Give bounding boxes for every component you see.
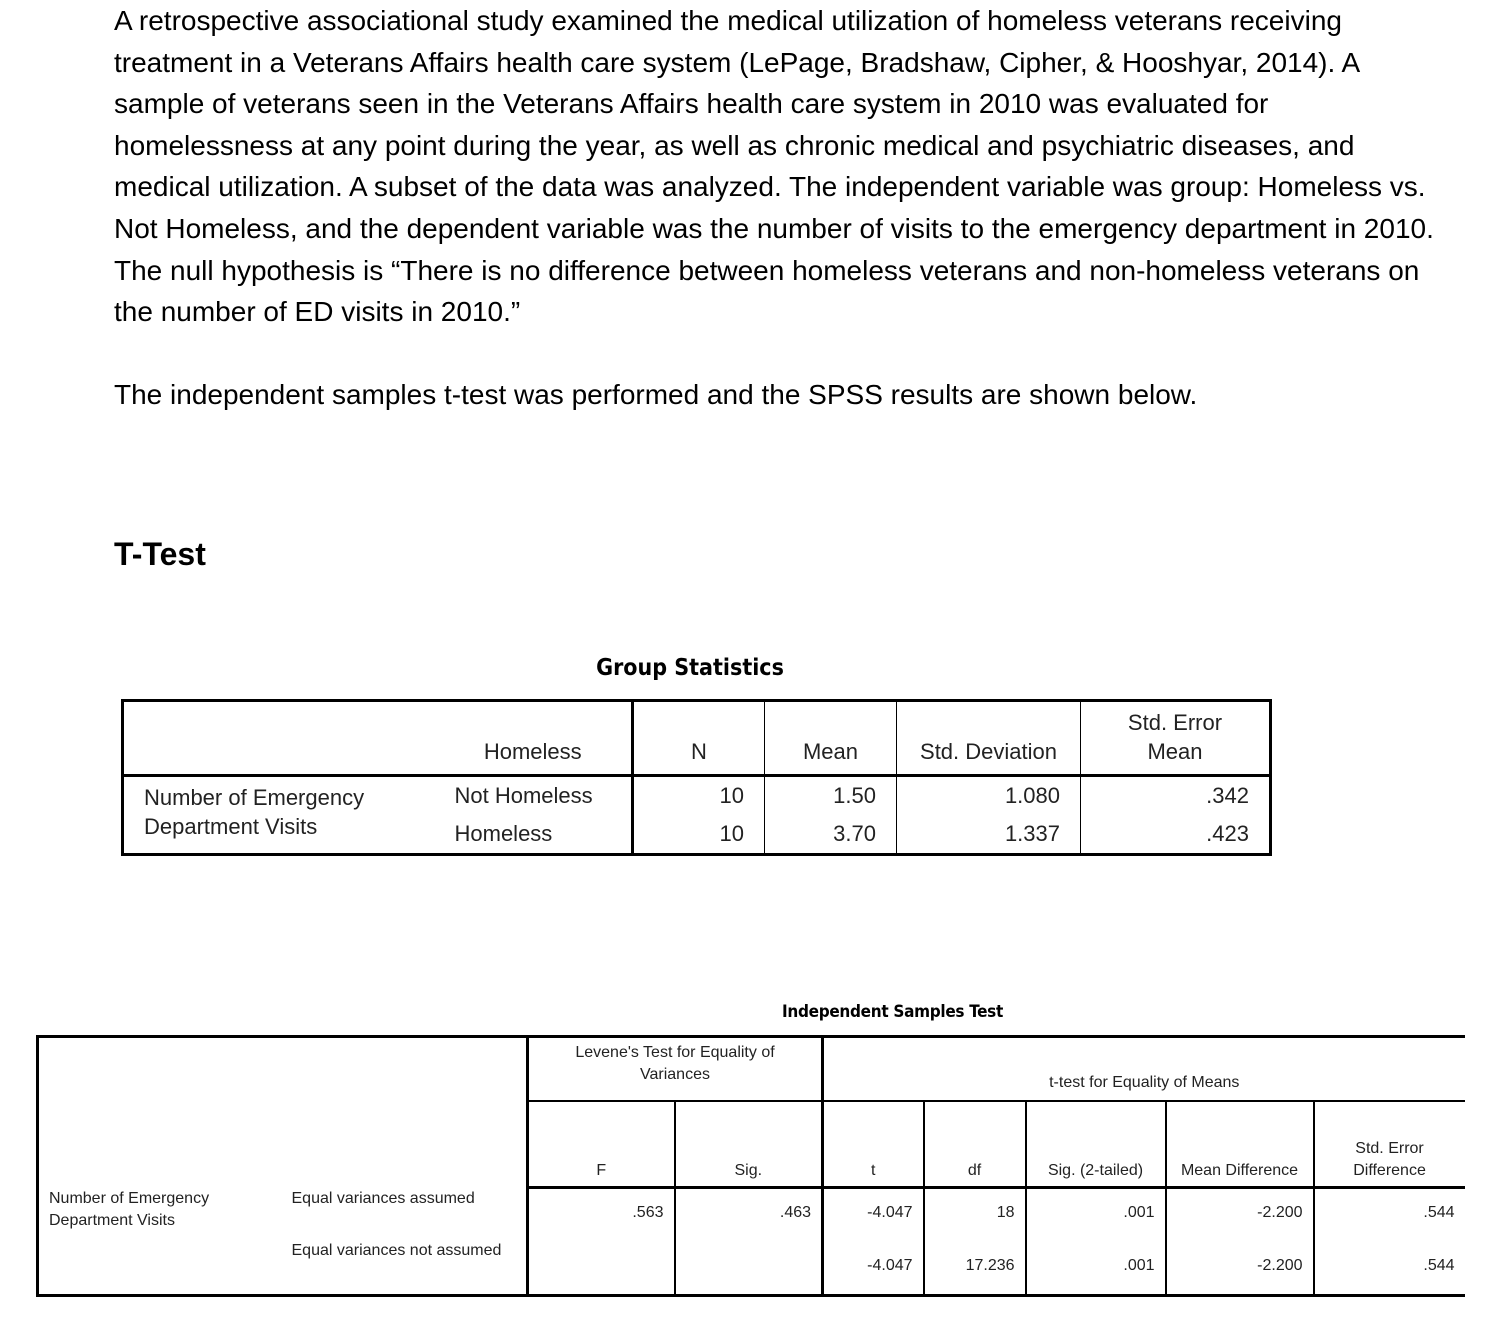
row-label: Equal variances not assumed	[282, 1238, 528, 1296]
mean-difference-value: -2.200	[1166, 1238, 1314, 1296]
sd-value: 1.337	[897, 815, 1081, 855]
sig-value: .463	[675, 1188, 823, 1238]
independent-samples-test-table	[36, 1035, 1465, 1297]
mean-value: 3.70	[765, 815, 897, 855]
df-value: 17.236	[924, 1238, 1026, 1296]
col-sig-2-tailed: Sig. (2-tailed)	[1026, 1101, 1166, 1188]
col-mean-difference: Mean Difference	[1166, 1101, 1314, 1188]
intro-text	[114, 0, 1434, 416]
t-test-heading: T-Test	[114, 536, 206, 572]
table-row	[38, 1188, 1465, 1238]
group-statistics-title: Group Statistics	[596, 655, 784, 681]
header-std-error-mean	[1081, 701, 1271, 776]
std-error-difference-value: .544	[1423, 1204, 1455, 1222]
group-statistics-table	[121, 699, 1272, 856]
n-value: 10	[633, 815, 765, 855]
col-df: df	[924, 1101, 1026, 1188]
sig-2-tailed-value: .001	[1026, 1238, 1166, 1296]
levene-header: Levene's Test for Equality of Variances	[528, 1037, 823, 1102]
mean-value: 1.50	[765, 776, 897, 816]
header-n: N	[633, 701, 765, 776]
sig-value	[675, 1238, 823, 1296]
table-row	[123, 776, 1271, 816]
std-error-difference-value: .544	[1423, 1256, 1455, 1274]
group-statistics-header-row	[123, 701, 1271, 776]
header-group: Homeless	[435, 701, 633, 776]
group-label: Not Homeless	[435, 776, 633, 816]
levene-ttest-header-row	[38, 1037, 1465, 1102]
header-mean: Mean	[765, 701, 897, 776]
variable-label: Number of Emergency Department Visits	[49, 1189, 210, 1229]
mean-difference-value: -2.200	[1166, 1188, 1314, 1238]
se-value: .423	[1206, 821, 1249, 846]
sd-value: 1.080	[897, 776, 1081, 816]
f-value: .563	[528, 1188, 675, 1238]
intro-paragraph: A retrospective associational study examined the medical utilization of homeless veterans receiving treatment in a Veterans Affairs health care system (LePage, Bradshaw, Cipher, & Hooshyar, 2014). A sample of veterans seen in the Veterans Affairs health care system in 2010 was evaluated for homelessness at any point during the year, as well as chronic medical and psychiatric diseases, and medical utilization. A subset of the data was analyzed. The independent variable was group: Homeless vs. Not Homeless, and the dependent variable was the number of visits to the emergency department in 2010. The null hypothesis is “There is no difference between homeless veterans and non-homeless veterans on the number of ED visits in 2010.”	[114, 5, 1434, 328]
df-value: 18	[924, 1188, 1026, 1238]
n-value: 10	[633, 776, 765, 816]
row-label: Equal variances assumed	[282, 1188, 528, 1238]
se-value: .342	[1206, 783, 1249, 808]
col-f: F	[528, 1101, 675, 1188]
header-std-error-line1: Std. Error	[1127, 710, 1223, 735]
header-blank-cell	[38, 1037, 528, 1188]
intro-paragraph-results: The independent samples t-test was performed and the SPSS results are shown below.	[114, 379, 1198, 411]
t-value: -4.047	[823, 1238, 924, 1296]
header-std-deviation: Std. Deviation	[897, 701, 1081, 776]
col-std-error-difference: Std. Error Difference	[1314, 1101, 1465, 1188]
variable-label: Number of Emergency Department Visits	[144, 785, 365, 839]
f-value	[528, 1238, 675, 1296]
t-value: -4.047	[823, 1188, 924, 1238]
col-sig: Sig.	[675, 1101, 823, 1188]
sig-2-tailed-value: .001	[1026, 1188, 1166, 1238]
col-t: t	[823, 1101, 924, 1188]
header-std-error-line2: Mean	[1147, 739, 1203, 764]
header-blank-cell	[123, 701, 435, 776]
group-label: Homeless	[435, 815, 633, 855]
ttest-header: t-test for Equality of Means	[823, 1037, 1465, 1102]
independent-samples-test-title: Independent Samples Test	[782, 1002, 1003, 1022]
